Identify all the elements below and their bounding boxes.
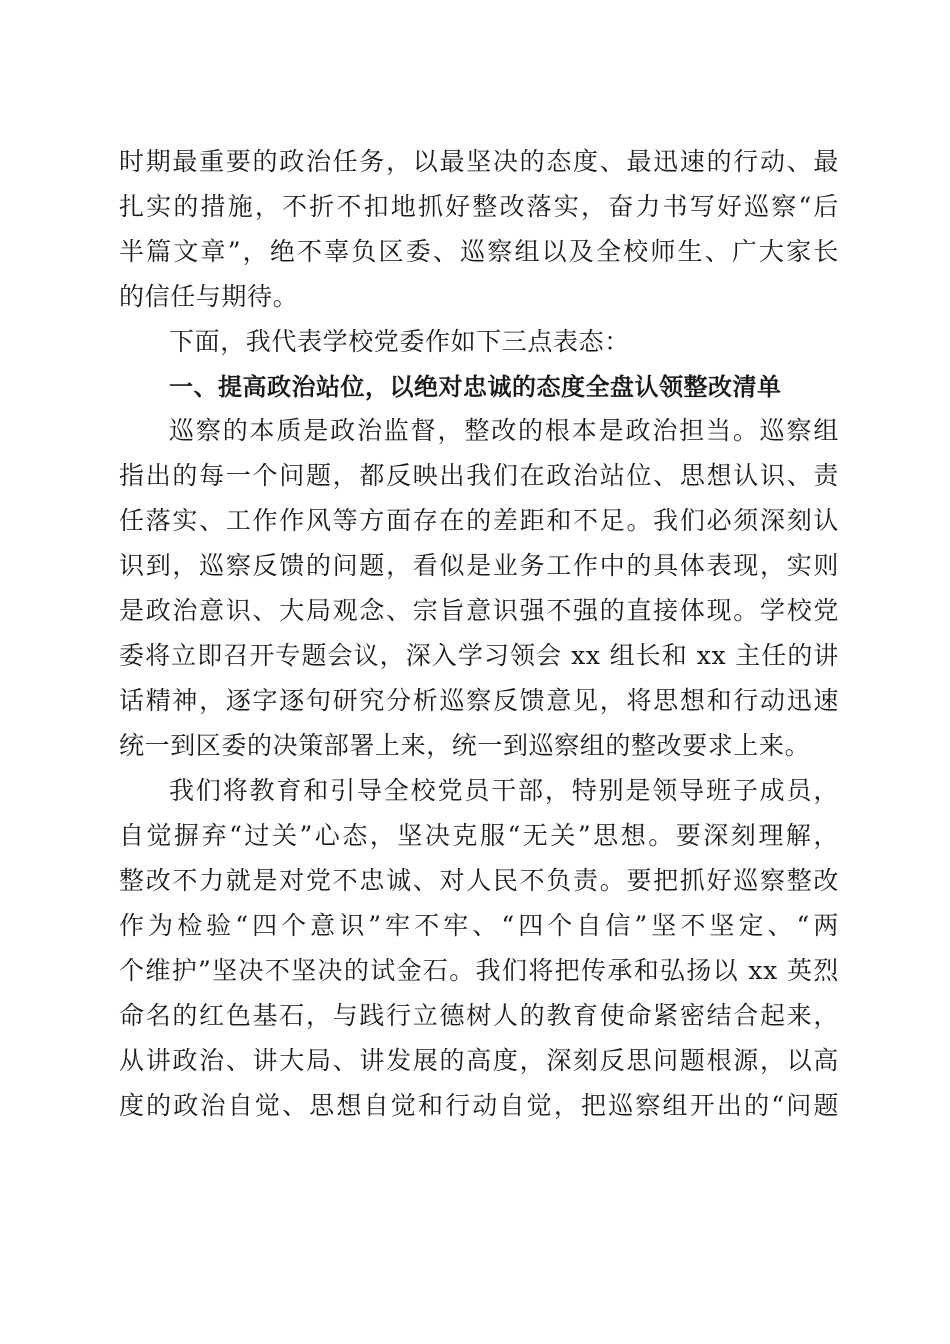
- body-text-line: 自觉摒弃“过关”心态，坚决克服“无关”思想。要深刻理解，: [119, 821, 839, 850]
- body-text-line: 命名的红色基石，与践行立德树人的教育使命紧密结合起来，: [119, 1001, 839, 1030]
- body-text-line: 整改不力就是对党不忠诚、对人民不负责。要把抓好巡察整改: [119, 866, 839, 895]
- section-heading: 一、提高政治站位，以绝对忠诚的态度全盘认领整改清单: [169, 373, 782, 401]
- body-text-line: 作为检验“四个意识”牢不牢、“四个自信”坚不坚定、“两: [119, 911, 839, 940]
- body-text-line: 识到，巡察反馈的问题，看似是业务工作中的具体表现，实则: [119, 551, 839, 580]
- body-text-line: 半篇文章”，绝不辜负区委、巡察组以及全校师生、广大家长: [119, 237, 839, 266]
- body-text-line: 度的政治自觉、思想自觉和行动自觉，把巡察组开出的“问题: [119, 1091, 839, 1120]
- body-text-line: 任落实、工作作风等方面存在的差距和不足。我们必须深刻认: [119, 506, 839, 535]
- body-text-line: 个维护”坚决不坚决的试金石。我们将把传承和弘扬以 xx 英烈: [119, 956, 839, 985]
- body-text-line: 时期最重要的政治任务，以最坚决的态度、最迅速的行动、最: [119, 147, 839, 176]
- body-text-line: 指出的每一个问题，都反映出我们在政治站位、思想认识、责: [119, 461, 839, 490]
- body-text-line: 委将立即召开专题会议，深入学习领会 xx 组长和 xx 主任的讲: [119, 641, 839, 670]
- body-text-line: 是政治意识、大局观念、宗旨意识强不强的直接体现。学校党: [119, 596, 839, 625]
- body-text-line: 下面，我代表学校党委作如下三点表态：: [169, 327, 630, 356]
- body-text-line: 话精神，逐字逐句研究分析巡察反馈意见，将思想和行动迅速: [119, 686, 839, 715]
- body-text-line: 扎实的措施，不折不扣地抓好整改落实，奋力书写好巡察“后: [119, 192, 839, 221]
- body-text-line: 我们将教育和引导全校党员干部，特别是领导班子成员，: [169, 776, 839, 805]
- body-text-line: 巡察的本质是政治监督，整改的根本是政治担当。巡察组: [169, 416, 839, 445]
- body-text-line: 统一到区委的决策部署上来，统一到巡察组的整改要求上来。: [119, 731, 811, 760]
- body-text-line: 从讲政治、讲大局、讲发展的高度，深刻反思问题根源，以高: [119, 1046, 839, 1075]
- body-text-line: 的信任与期待。: [119, 282, 299, 311]
